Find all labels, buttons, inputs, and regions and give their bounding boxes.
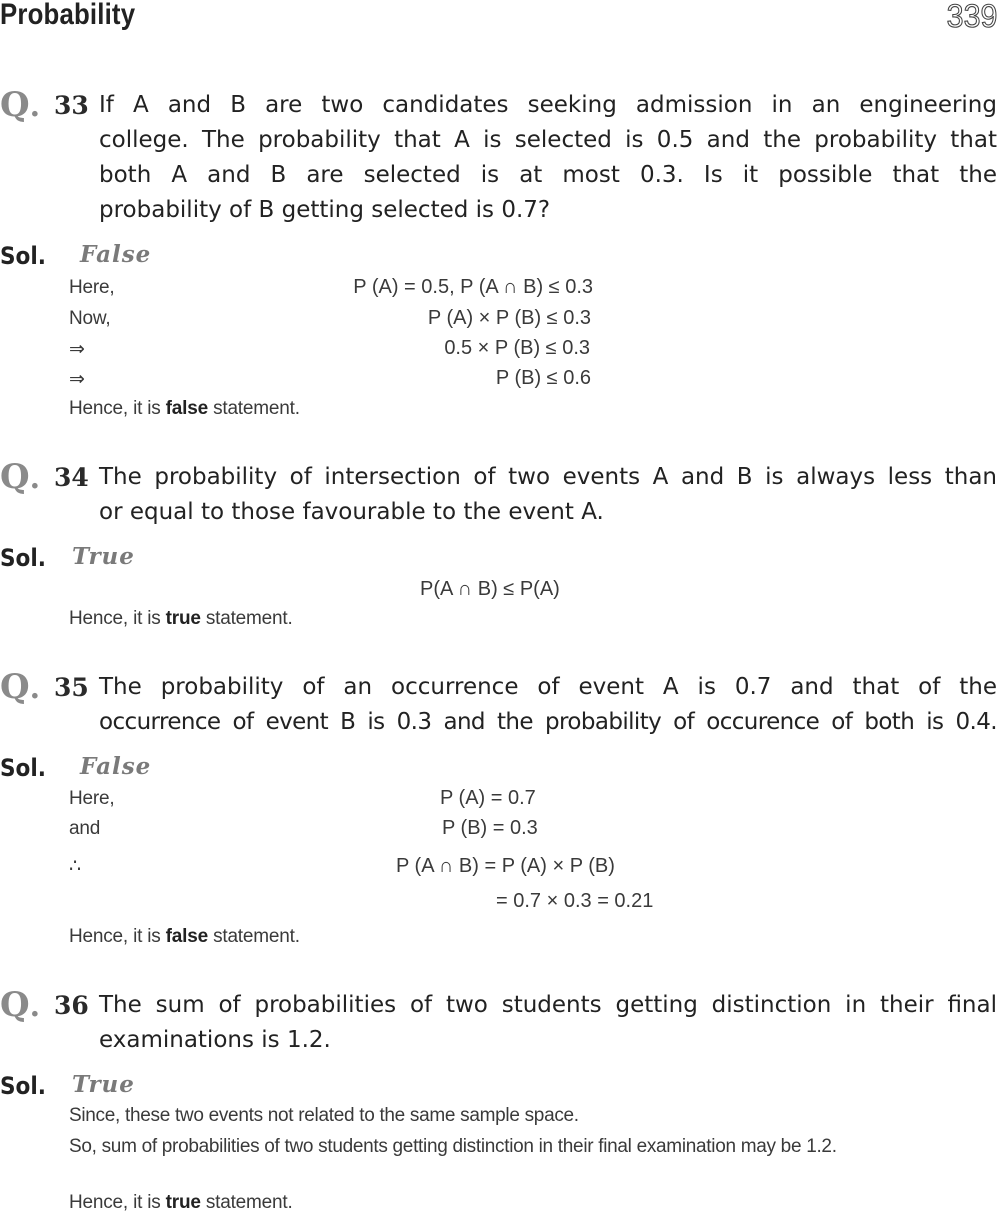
question-number: 34 — [54, 463, 89, 492]
step-lead: Here, — [69, 277, 115, 298]
question-line: probability of B getting selected is 0.7? — [99, 197, 551, 223]
chapter-title: Probability — [0, 0, 136, 31]
question-text — [99, 460, 997, 530]
verdict-true: True — [72, 543, 135, 570]
solution-label: Sol. — [0, 544, 47, 572]
verdict-false: False — [80, 753, 152, 780]
step-expression: P(A ∩ B) ≤ P(A) — [420, 578, 560, 600]
question-number: 33 — [54, 91, 89, 120]
question-text — [99, 988, 997, 1058]
step-expression: = 0.7 × 0.3 = 0.21 — [496, 890, 654, 912]
question-line: examinations is 1.2. — [99, 1027, 331, 1053]
question-line: The probability of an occurrence of event A is 0.7 and that of the — [99, 674, 997, 700]
question-line: or equal to those favourable to the event A. — [99, 499, 604, 525]
step-lead: and — [69, 818, 101, 839]
question-line: college. The probability that A is selected is 0.5 and the probability that — [99, 127, 997, 153]
step-expression: P (A) = 0.5, P (A ∩ B) ≤ 0.3 — [353, 276, 593, 298]
solution-label: Sol. — [0, 754, 47, 782]
solution-label: Sol. — [0, 242, 47, 270]
question-line: If A and B are two candidates seeking admission in an engineering — [99, 92, 997, 118]
step-lead: ∴ — [69, 856, 81, 877]
step-expression: P (A ∩ B) = P (A) × P (B) — [396, 855, 615, 877]
question-number: 36 — [54, 991, 89, 1020]
solution-label: Sol. — [0, 1072, 47, 1100]
question-mark-icon: Q. — [0, 667, 41, 707]
question-mark-icon: Q. — [0, 985, 41, 1025]
step-expression: P (B) ≤ 0.6 — [495, 367, 591, 389]
question-text — [99, 670, 997, 740]
conclusion: Hence, it is false statement. — [69, 926, 300, 947]
solution-paragraph: So, sum of probabilities of two students getting distinction in their final examination may be 1.2. — [69, 1136, 837, 1157]
step-lead: Here, — [69, 788, 115, 809]
question-line: occurrence of event B is 0.3 and the probability of occurence of both is 0.4. — [99, 709, 997, 735]
conclusion: Hence, it is true statement. — [69, 608, 293, 629]
solution-paragraph: Since, these two events not related to the same sample space. — [69, 1105, 579, 1126]
question-line: both A and B are selected is at most 0.3. Is it possible that the — [99, 162, 997, 188]
page-number: 339 — [946, 0, 997, 34]
question-line: The sum of probabilities of two students getting distinction in their final — [99, 992, 997, 1018]
question-line: The probability of intersection of two events A and B is always less than — [99, 464, 997, 490]
question-mark-icon: Q. — [0, 85, 41, 125]
verdict-true: True — [72, 1071, 135, 1098]
step-lead: ⇒ — [69, 369, 85, 390]
question-number: 35 — [54, 673, 89, 702]
question-text — [99, 88, 997, 228]
conclusion: Hence, it is true statement. — [69, 1192, 293, 1213]
verdict-false: False — [80, 241, 152, 268]
conclusion: Hence, it is false statement. — [69, 398, 300, 419]
question-mark-icon: Q. — [0, 457, 41, 497]
step-expression: P (B) = 0.3 — [442, 817, 538, 839]
step-expression: P (A) = 0.7 — [440, 787, 536, 809]
step-lead: Now, — [69, 308, 111, 329]
step-expression: 0.5 × P (B) ≤ 0.3 — [444, 337, 590, 359]
step-expression: P (A) × P (B) ≤ 0.3 — [427, 307, 591, 329]
step-lead: ⇒ — [69, 339, 85, 360]
